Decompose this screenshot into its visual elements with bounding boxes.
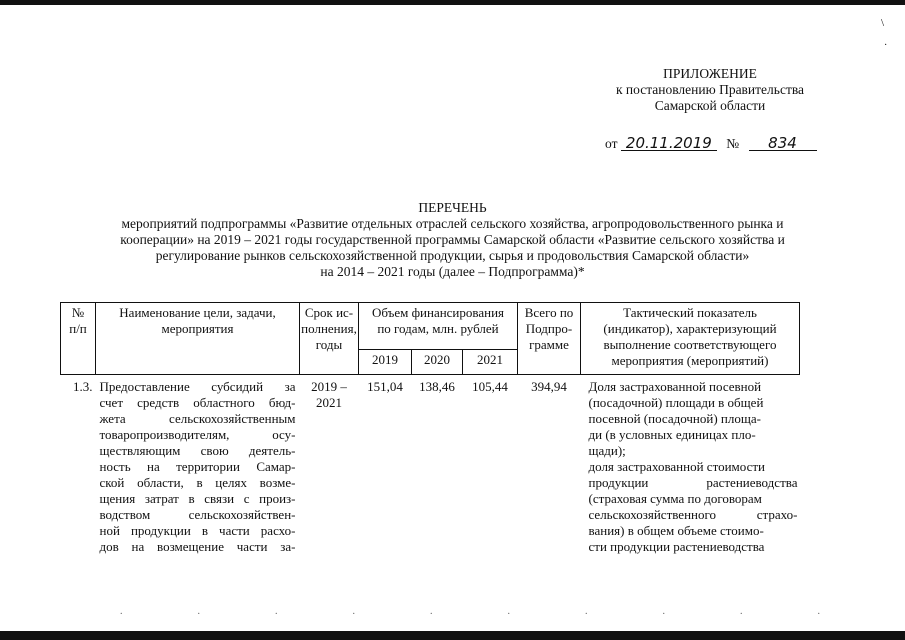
scan-mark: \ (881, 17, 885, 29)
heading-line: мероприятий подпрограммы «Развитие отдельных отраслей сельского хозяйства, агропродовольственного рынка и (121, 216, 784, 231)
header-finance: Объем финансирования по годам, млн. рублей (359, 303, 518, 350)
document-heading (50, 200, 855, 280)
row-value-2020: 138,46 (419, 379, 455, 394)
header-year-2021: 2021 (463, 350, 518, 375)
header-term: Срок ис- полнения, годы (300, 303, 359, 375)
appendix-line: Самарской области (654, 98, 766, 113)
top-scan-border (0, 0, 905, 5)
appendix-block (560, 66, 860, 114)
row-indicator: Доля застрахованной посевной (посадочной) площади в общей посевной (посадочной) площа- ди (в условных единицах пло- щади); доля застрахованной стоимости продукции растениеводства (страховая сумма по договорам сельскохозяйственного страхо- вания) в общем объеме стоимо- сти продукции растениеводства (588, 379, 798, 554)
scan-mark: · (884, 40, 888, 51)
heading-title: ПЕРЕЧЕНЬ (418, 200, 487, 215)
row-total: 394,94 (531, 379, 567, 394)
row-num: 1.3. (73, 379, 93, 394)
decree-date-line (605, 136, 817, 152)
header-year-2019: 2019 (359, 350, 412, 375)
heading-line: на 2014 – 2021 годы (далее – Подпрограмма)* (320, 264, 585, 279)
header-total: Всего по Подпро- грамме (518, 303, 581, 375)
heading-line: кооперации» на 2019 – 2021 годы государственной программы Самарской области «Развитие сельского хозяйства и (120, 232, 785, 247)
number-sign: № (726, 136, 740, 151)
table-row (61, 375, 800, 556)
date-prefix: от (605, 136, 618, 151)
heading-line: регулирование рынков сельскохозяйственной продукции, сырья и продовольствия Самарской области» (155, 248, 750, 263)
appendix-title: ПРИЛОЖЕНИЕ (663, 66, 757, 81)
header-num: № п/п (61, 303, 96, 375)
header-indicator: Тактический показатель (индикатор), характеризующий выполнение соответствующего мероприятия (мероприятий) (581, 303, 800, 375)
header-year-2020: 2020 (412, 350, 463, 375)
appendix-line: к постановлению Правительства (615, 82, 805, 97)
bottom-scan-border (0, 631, 905, 640)
row-term: 2019 – 2021 (311, 379, 347, 410)
decree-number: 834 (749, 136, 817, 151)
header-name: Наименование цели, задачи, мероприятия (96, 303, 300, 375)
decree-date: 20.11.2019 (621, 136, 717, 151)
row-value-2019: 151,04 (367, 379, 403, 394)
row-value-2021: 105,44 (472, 379, 508, 394)
measures-table (60, 302, 800, 555)
scan-artifacts: . . . . . . . . . . (120, 606, 820, 617)
row-description: Предоставление субсидий за счет средств областного бюд- жета сельскохозяйственным товаропроизводителям, осу- ществляющим свою деятель- ность на территории Самар- ской области, в целях возме- щения затрат в связи с произ- водством сельскохозяйствен- ной продукции в части расхо- дов на возмещение части за- (99, 379, 296, 554)
table-header-row (61, 303, 800, 350)
